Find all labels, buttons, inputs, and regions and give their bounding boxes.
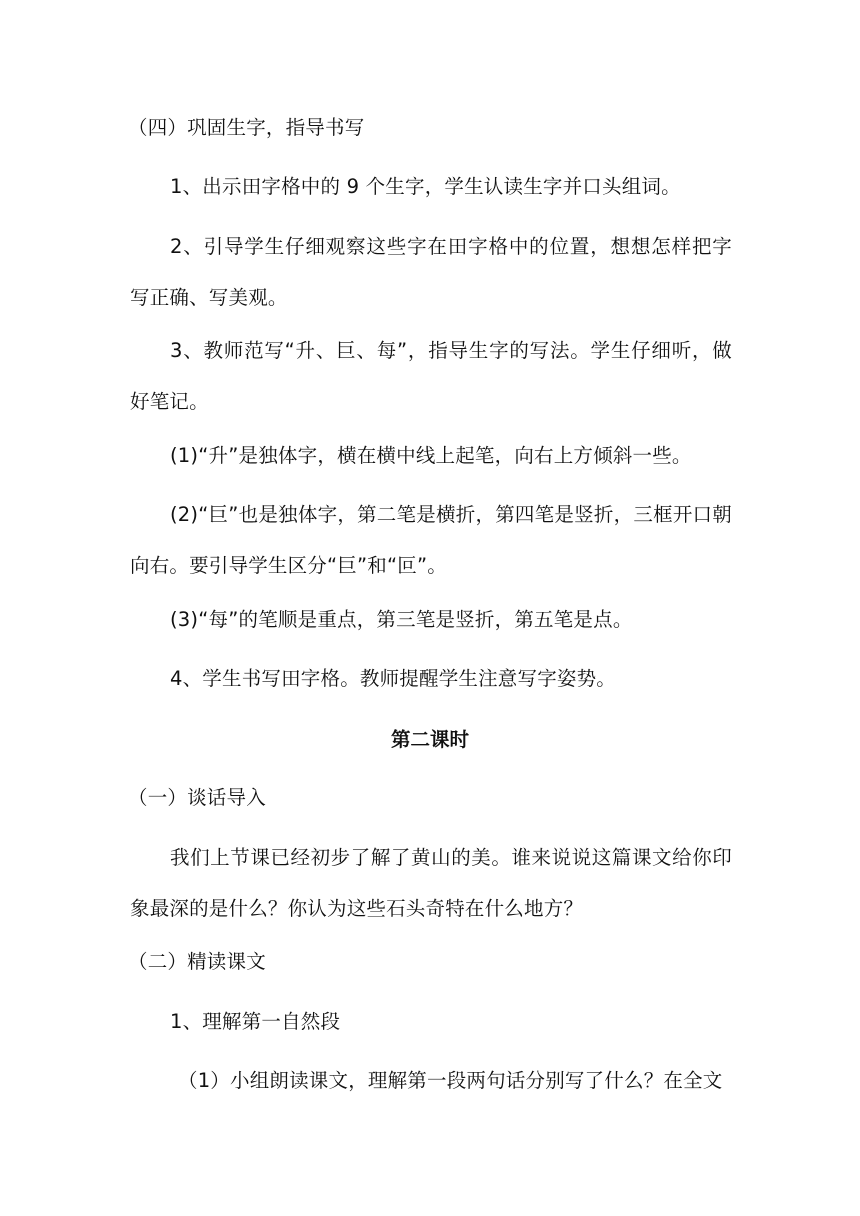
- paragraph-introduction: 我们上节课已经初步了解了黄山的美。谁来说说这篇课文给你印象最深的是什么？你认为这些石头奇特在什么地方？: [130, 846, 732, 920]
- paragraph-step-4: 4、学生书写田字格。教师提醒学生注意写字姿势。: [170, 667, 617, 690]
- paragraph-step-1: 1、出示田字格中的 9 个生字，学生认读生字并口头组词。: [170, 175, 681, 198]
- lesson-heading: 第二课时: [390, 728, 469, 751]
- paragraph-group-reading: （1）小组朗读课文，理解第一段两句话分别写了什么？在全文: [178, 1069, 723, 1092]
- paragraph-understand-first-section: 1、理解第一自然段: [170, 1010, 341, 1033]
- section-heading-close-reading: （二）精读课文: [128, 950, 266, 973]
- paragraph-step-2: 2、引导学生仔细观察这些字在田字格中的位置，想想怎样把字写正确、写美观。: [130, 235, 732, 309]
- paragraph-sub-2: (2)“巨”也是独体字，第二笔是横折，第四笔是竖折，三框开口朝向右。要引导学生区分“巨”和“叵”。: [130, 503, 732, 577]
- section-heading-introduction: （一）谈话导入: [128, 786, 266, 809]
- paragraph-sub-1: (1)“升”是独体字，横在横中线上起笔，向右上方倾斜一些。: [170, 444, 692, 467]
- paragraph-sub-3: (3)“每”的笔顺是重点，第三笔是竖折，第五笔是点。: [170, 608, 633, 631]
- paragraph-step-3: 3、教师范写“升、巨、每”，指导生字的写法。学生仔细听，做好笔记。: [130, 339, 732, 413]
- section-heading-consolidate-characters: （四）巩固生字，指导书写: [128, 116, 365, 139]
